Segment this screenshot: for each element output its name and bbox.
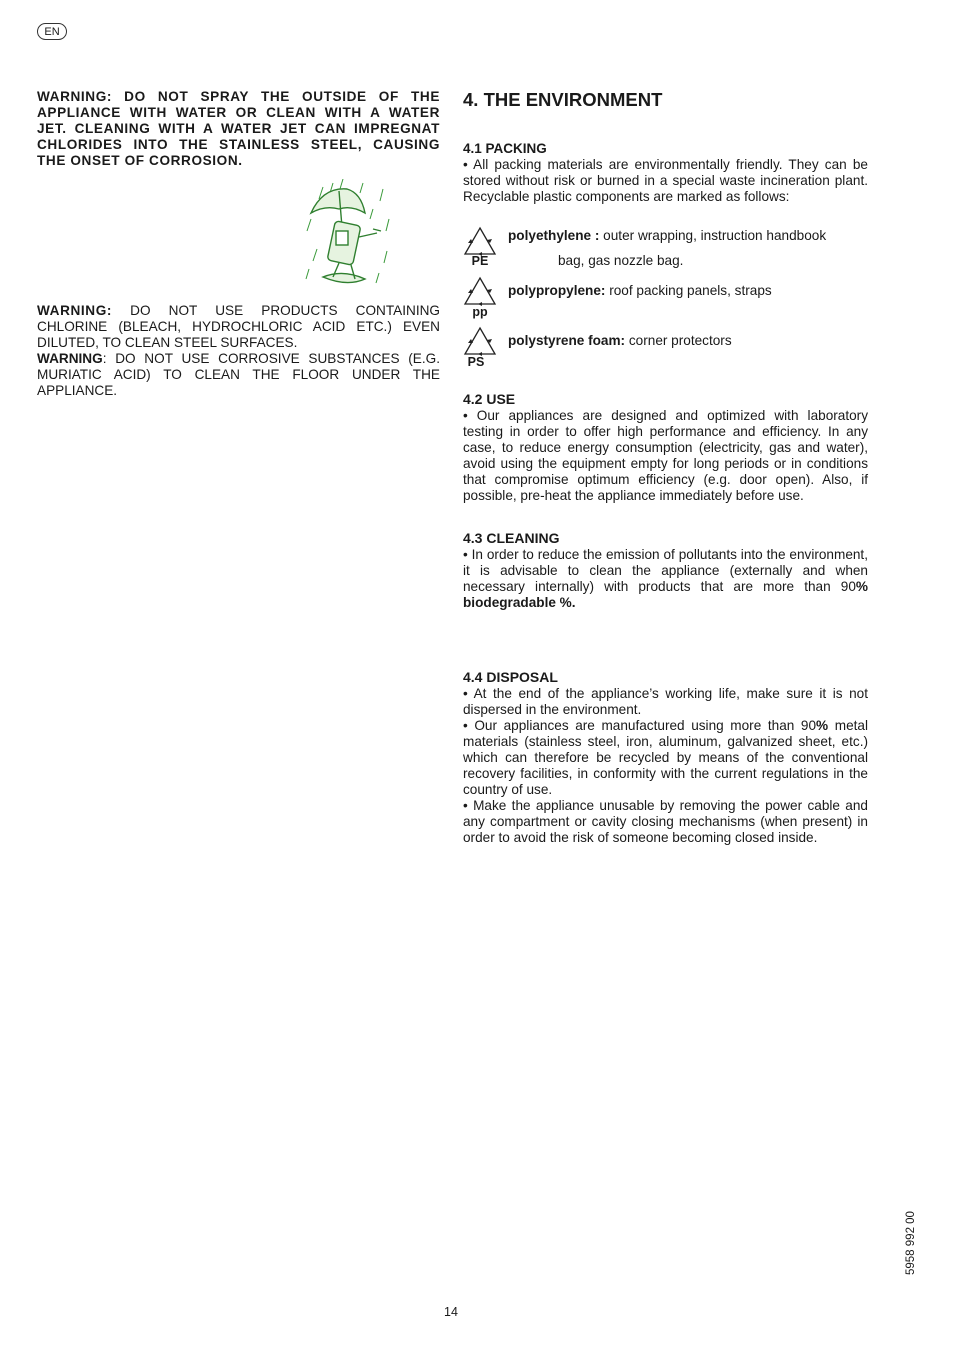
cleaning-text	[463, 547, 868, 611]
disposal-p2	[463, 718, 868, 798]
warning-label: WARNING:	[37, 303, 113, 318]
material-use-continued: bag, gas nozzle bag.	[558, 253, 684, 268]
disposal-p2a: • Our appliances are manufactured using more than 90	[463, 718, 817, 733]
use-title: 4.2 USE	[463, 391, 516, 407]
section-title: 4. THE ENVIRONMENT	[463, 89, 663, 110]
right-column	[463, 89, 868, 846]
material-name: polypropylene:	[508, 283, 606, 298]
warning-corrosive	[37, 351, 440, 399]
warning-text: : DO NOT USE CORROSIVE SUBSTANCES (E.G. MURIATIC ACID) TO CLEAN THE FLOOR UNDER THE APPLIANCE.	[37, 351, 440, 398]
left-column	[37, 89, 440, 399]
recycle-item-pe	[463, 225, 868, 275]
disposal-p2c: metal materials (stainless steel, iron, aluminum, galvanized sheet, etc.) which can therefore be recycled by means of the conventional recovery facilities, in conformity with the current regulations in the country of use.	[463, 718, 868, 797]
cleaning-title: 4.3 CLEANING	[463, 530, 560, 546]
recycle-code: PS	[467, 355, 485, 369]
material-name: polyethylene :	[508, 228, 600, 243]
disposal-p1: • At the end of the appliance’s working life, make sure it is not dispersed in the environment.	[463, 686, 868, 717]
page-number: 14	[444, 1305, 458, 1319]
recycle-item-ps	[463, 325, 868, 375]
disposal-title: 4.4 DISPOSAL	[463, 669, 558, 685]
material-use: corner protectors	[625, 333, 732, 348]
material-name: polystyrene foam:	[508, 333, 626, 348]
recycle-description	[508, 228, 868, 269]
warning-chlorine	[37, 303, 440, 351]
use-text: • Our appliances are designed and optimized with laboratory testing in order to offer high performance and efficiency. In any case, to reduce energy consumption (electricity, gas and water), avoid using the equipment empty for long periods or in conditions that compromise optimum efficiency (e.g. door open). Also, if possible, pre-heat the appliance immediately before use.	[463, 408, 868, 503]
cleaning-body: • In order to reduce the emission of pollutants into the environment, it is advisable to clean the appliance (externally and when necessary internally) with products that are more than 90	[463, 547, 868, 594]
recycle-description	[508, 283, 868, 299]
recycle-code: PE	[471, 254, 489, 268]
warning-text: DO NOT USE PRODUCTS CONTAINING CHLORINE (BLEACH, HYDROCHLORIC ACID ETC.) EVEN DILUTED, TO CLEAN STEEL SURFACES.	[37, 303, 440, 350]
recycle-description	[508, 333, 868, 349]
packing-text: • All packing materials are environmentally friendly. They can be stored without risk or burned in a special waste incineration plant. Recyclable plastic components are marked as follows:	[463, 157, 868, 204]
warning-label: WARNING	[37, 351, 103, 366]
recycle-code: pp	[472, 305, 488, 319]
material-use: outer wrapping, instruction handbook	[599, 228, 827, 243]
language-badge: EN	[37, 23, 67, 40]
rain-umbrella-illustration	[303, 179, 395, 293]
document-code: 5958 992 00	[905, 1211, 917, 1275]
warning-water-jet: WARNING: DO NOT SPRAY THE OUTSIDE OF THE APPLIANCE WITH WATER OR CLEAN WITH A WATER JET. CLEANING WITH A WATER JET CAN IMPREGNAT CHLORIDES INTO THE STAINLESS STEEL, CAUSING THE ONSET OF CORROSION.	[37, 89, 440, 168]
cleaning-bold: % biodegradable %.	[463, 579, 868, 610]
recycle-item-pp	[463, 275, 868, 325]
packing-title: 4.1 PACKING	[463, 141, 547, 156]
disposal-p3: • Make the appliance unusable by removing the power cable and any compartment or cavity closing mechanisms (when present) in order to avoid the risk of someone becoming closed inside.	[463, 798, 868, 845]
material-use: roof packing panels, straps	[605, 283, 772, 298]
disposal-p2b: %	[816, 718, 829, 733]
